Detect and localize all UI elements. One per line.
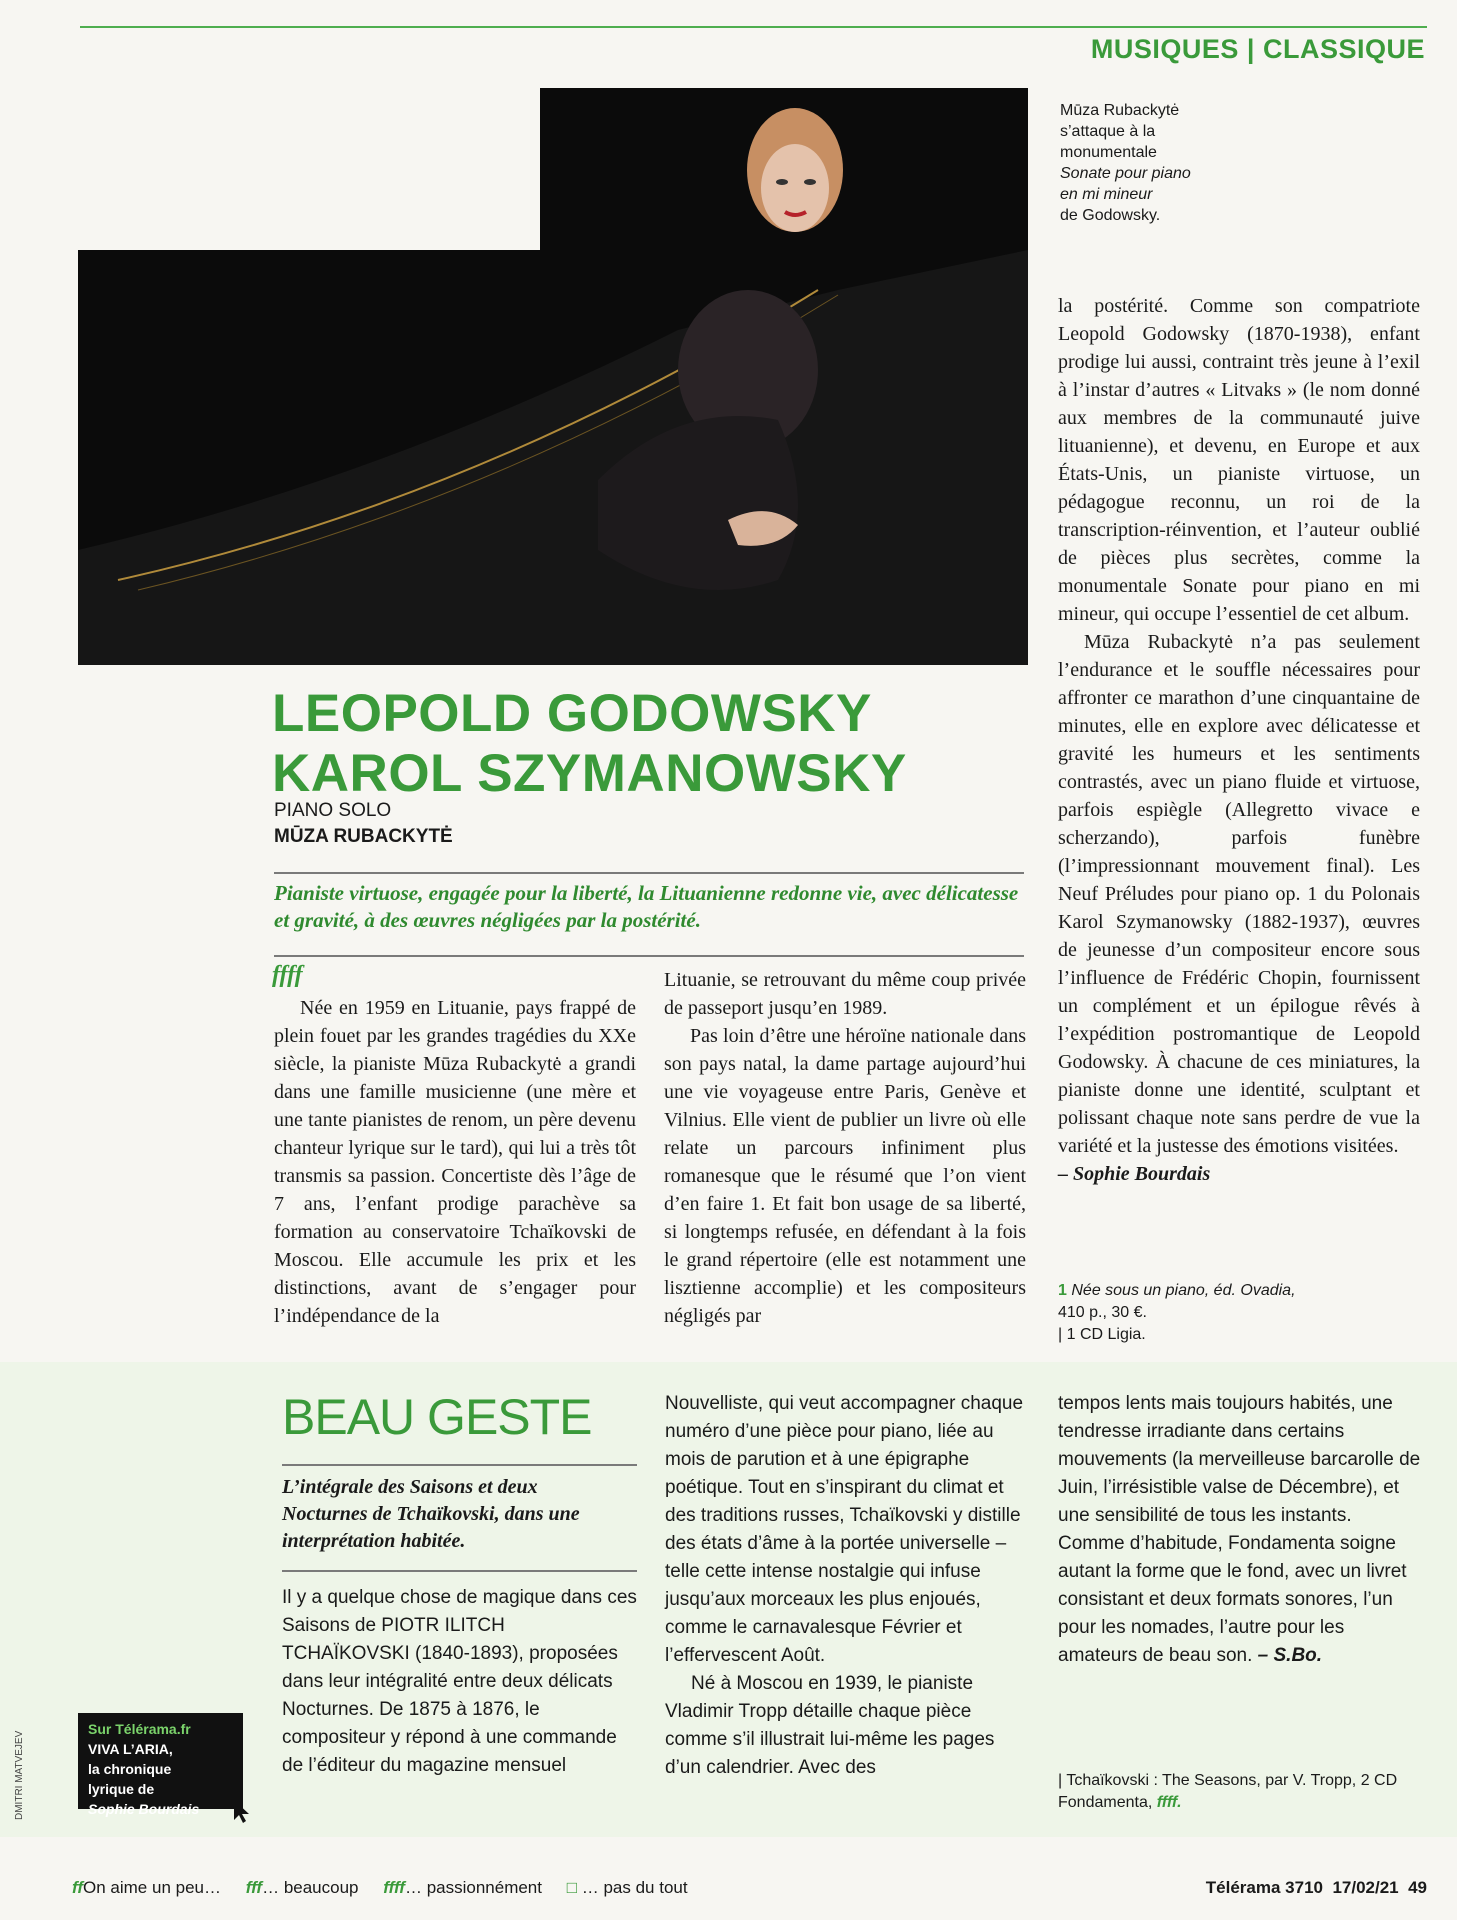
article-column-2: Lituanie, se retrouvant du même coup privée de passeport jusqu’en 1989. Pas loin d’être une héroïne nationale dans son pays natal, la dame partage aujourd’hui une vie voyageuse entre Paris, Genève et Vilnius. Elle vient de publier un livre où elle relate un parcours infiniment plus romanesque que le résumé que l’on vient d’en faire 1. Et fait bon usage de sa liberté, si longtemps refusée, en défendant à la fois le grand répertoire (elle est notamment une lisztienne accomplie) et les compositeurs négligés par bbox=[664, 969, 1026, 1327]
photo-caption: Mūza Rubackytė s’attaque à la monumentale Sonate pour piano en mi mineur de Godowsky. bbox=[1060, 102, 1191, 224]
section-rule bbox=[80, 26, 1427, 28]
pianist-illustration bbox=[78, 250, 1028, 665]
beau-geste-signature: – S.Bo. bbox=[1257, 1645, 1323, 1666]
beau-geste-heading: BEAU GESTE bbox=[282, 1389, 592, 1445]
legend-item: ffOn aime un peu… bbox=[72, 1878, 221, 1897]
photo-credit bbox=[12, 1690, 26, 1820]
photo-credit-text: DMITRI MATVEJEV bbox=[14, 1730, 25, 1820]
beau-geste-column-1: Il y a quelque chose de magique dans ces Saisons de PIOTR ILITCH TCHAÏKOVSKI (1840-1893), proposées dans leur intégralité entre deux délicats Nocturnes. De 1875 à 1876, le compositeur y répond à une commande de l’éditeur du magazine mensuel bbox=[282, 1587, 637, 1776]
release-info: | 1 CD Ligia. bbox=[1058, 1326, 1146, 1343]
divider bbox=[274, 872, 1024, 874]
article-lead: Pianiste virtuose, engagée pour la liberté, la Lituanienne redonne vie, avec délicatesse et gravité, à des œuvres négligées par la postérité. bbox=[274, 881, 1019, 932]
magazine-issue: Télérama 3710 bbox=[1205, 1878, 1323, 1897]
portrait-face bbox=[730, 100, 860, 260]
beau-geste-column-2: Nouvelliste, qui veut accompagner chaque numéro d’une pièce pour piano, liée au mois de parution et à une épigraphe poétique. Tout en s’inspirant du climat et des traditions russes, Tchaïkovski y distille des états d’âme à la portée universelle – telle cette intense nostalgie qui infuse jusqu’aux morceaux les plus enjoués, comme le carnavalesque Février et l’effervescent Août. Né à Moscou en 1939, le pianiste Vladimir Tropp détaille chaque pièce comme s’il illustrait lui-même les pages d’un calendrier. Avec des bbox=[665, 1393, 1024, 1778]
article-footnote: 1 Née sous un piano, éd. Ovadia, 410 p., 30 €. | 1 CD Ligia. bbox=[1058, 1280, 1420, 1346]
section-label: MUSIQUES | CLASSIQUE bbox=[1090, 34, 1425, 64]
beau-geste-lead: L’intégrale des Saisons et deux Nocturnes de Tchaïkovski, dans une interprétation habitée. bbox=[282, 1476, 580, 1552]
album-subtitle: PIANO SOLO bbox=[274, 800, 392, 821]
rating-legend bbox=[72, 1878, 708, 1898]
telerama-web-promo[interactable]: Sur Télérama.fr VIVA L’ARIA, la chronique lyrique de Sophie Bourdais bbox=[78, 1713, 243, 1809]
article-title: LEOPOLD GODOWSKY KAROL SZYMANOWSKY bbox=[272, 684, 907, 803]
rating: ffff bbox=[272, 962, 303, 988]
cursor-arrow-icon bbox=[232, 1798, 254, 1829]
divider bbox=[274, 955, 1024, 957]
article-column-1: Née en 1959 en Lituanie, pays frappé de plein fouet par les grandes tragédies du XXe siècle, la pianiste Mūza Rubackytė a grandi dans une famille musicienne (une mère et une tante pianistes de renom, un père devenu chanteur lyrique sur le tard), qui lui a très tôt transmis sa passion. Concertiste dès l’âge de 7 ans, l’enfant prodige parachève sa formation au conservatoire Tchaïkovski de Moscou. Elle accumule les prix et les distinctions, avant de s’engager pour l’indépendance de la bbox=[274, 997, 636, 1327]
beau-geste-release: | Tchaïkovski : The Seasons, par V. Tropp, 2 CD Fondamenta, ffff. bbox=[1058, 1772, 1398, 1811]
divider bbox=[282, 1464, 637, 1466]
page-number: 49 bbox=[1408, 1878, 1427, 1897]
pianist-photo bbox=[78, 250, 1028, 665]
divider bbox=[282, 1570, 637, 1572]
page-folio bbox=[1206, 1878, 1427, 1898]
legend-item: fff… beaucoup bbox=[245, 1878, 359, 1897]
legend-item: □ … pas du tout bbox=[566, 1878, 688, 1897]
legend-item: ffff… passionnément bbox=[383, 1878, 542, 1897]
article-signature: – Sophie Bourdais bbox=[1058, 1163, 1211, 1185]
beau-geste-column-3: tempos lents mais toujours habités, une tendresse irradiante dans certains mouvements (la merveilleuse barcarolle de Juin, l’irrésistible valse de Décembre), et une sensibilité de tous les instants. Comme d’habitude, Fondamenta soigne autant la forme que le fond, avec un livret consistant et deux formats sonores, l’un pour les nomades, l’autre pour les amateurs de beau son. – S.Bo. bbox=[1058, 1393, 1421, 1666]
issue-date: 17/02/21 bbox=[1332, 1878, 1399, 1897]
performer-name: MŪZA RUBACKYTĖ bbox=[274, 826, 453, 847]
article-column-3: la postérité. Comme son compatriote Leopold Godowsky (1870-1938), enfant prodige lui aussi, contraint très jeune à l’exil à l’instar d’autres « Litvaks » (le nom donné aux membres de la communauté juive lituanienne), et devenu, en Europe et aux États-Unis, un pianiste virtuose, un pédagogue reconnu, un roi de la transcription-réinvention, et l’auteur oublié de pièces plus secrètes, comme la monumentale Sonate pour piano en mi mineur, qui occupe l’essentiel de cet album. Mūza Rubackytė n’a pas seulement l’endurance et le souffle nécessaires pour affronter ce marathon d’une cinquantaine de minutes, elle en explore avec délicatesse et gravité les humeurs et les sentiments contrastés, avec un piano fluide et virtuose, parfois espiègle (Allegretto vivace e scherzando), parfois funèbre (l’impressionnant mouvement final). Les Neuf Préludes pour piano op. 1 du Polonais Karol Szymanowsky (1882-1937), œuvres de jeunesse d’un compositeur encore sous l’influence de Frédéric Chopin, fournissent un complément et un épilogue rêvés à l’expédition postromantique de Leopold Godowsky. À chacune de ces miniatures, la pianiste donne une identité, sculptant et polissant chaque note sans perdre de vue la variété et la justesse des émotions visitées. – Sophie Bourdais bbox=[1058, 292, 1420, 1188]
